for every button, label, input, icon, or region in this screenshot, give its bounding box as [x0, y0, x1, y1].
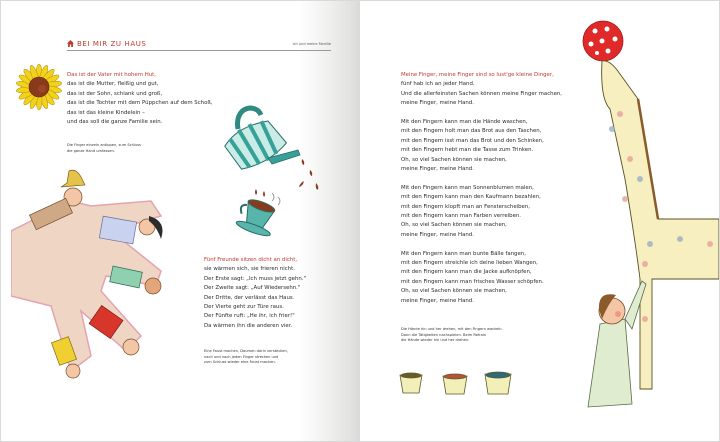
- caption-line: nach und nach jeden Finger strecken und: [204, 354, 279, 359]
- caption-line: zum Schluss wieder eine Faust machen.: [204, 360, 276, 365]
- poem-line: meine Finger, meine Hand.: [401, 166, 474, 173]
- section-subtitle: Ich und meine Familie: [292, 42, 331, 46]
- poem-line: mit den Fingern holt man das Brot aus den Taschen,: [401, 128, 542, 135]
- book-spread: [1, 1, 719, 441]
- poem-line: mit den Fingern kann man die Jacke aufknöpfen,: [401, 269, 532, 276]
- poem-line: mit den Fingern streichle ich deine lieben Wangen,: [401, 260, 538, 267]
- right-page: [360, 1, 719, 441]
- poem-five-friends: [204, 256, 306, 331]
- poem-line: mit den Fingern kann man den Kaufmann bezahlen,: [401, 194, 541, 201]
- caption-line: die Hände wieder hin und her drehen.: [401, 338, 470, 343]
- poem-line: fünf hab ich an jeder Hand.: [401, 81, 475, 88]
- poem-title: Das ist der Vater mit hohem Hut,: [67, 72, 156, 78]
- poem-line: Der Dritte, der verlässt das Haus.: [204, 294, 295, 301]
- poem-line: Der Fünfte ruft: „He ihr, ich frier!": [204, 313, 295, 320]
- poem-line: Oh, so viel Sachen können sie machen,: [401, 156, 507, 163]
- caption-line: die ganze Hand umfassen.: [67, 148, 115, 153]
- poem-line: mit den Fingern hebt man die Tasse zum Trinken.: [401, 147, 534, 154]
- instruction-caption: [204, 349, 288, 366]
- poem-line: mit den Fingern isst man das Brot und den Schinken,: [401, 137, 544, 144]
- giraffe-illustration: [580, 19, 719, 429]
- teapot-illustration: [216, 101, 326, 241]
- poem-family: [67, 71, 213, 127]
- caption-line: Dann die Tätigkeiten nachspielen. Beim Refrain: [401, 332, 487, 337]
- poem-line: das ist der Sohn, schlank und groß,: [67, 90, 163, 97]
- poem-stanza: [401, 118, 562, 174]
- page-header: [67, 39, 331, 51]
- caption-line: Eine Faust machen, Daumen darin verstecken,: [204, 349, 288, 353]
- poem-line: Da wärmen ihn die anderen vier.: [204, 322, 293, 329]
- poem-title: Meine Finger, meine Finger sind so lust'ge kleine Dinger,: [401, 72, 554, 78]
- poem-line: Oh, so viel Sachen können sie machen,: [401, 288, 507, 295]
- caption-line: Die Hände hin und her drehen, mit den Fingern wackeln.: [401, 327, 503, 331]
- poem-line: Mit den Fingern kann man bunte Bälle fangen,: [401, 250, 526, 257]
- instruction-caption: [67, 143, 141, 154]
- left-page: [1, 1, 360, 441]
- poem-line: das ist das kleine Kindelein –: [67, 109, 145, 116]
- poem-line: Der Zweite sagt: „Auf Wiedersehn.": [204, 285, 301, 292]
- poem-line: Der Vierte geht zur Türe raus.: [204, 304, 284, 311]
- poem-line: meine Finger, meine Hand.: [401, 297, 474, 304]
- poem-line: mit den Fingern klopft man an Fensterscheiben,: [401, 203, 531, 210]
- poem-line: meine Finger, meine Hand.: [401, 100, 474, 107]
- poem-line: Oh, so viel Sachen können sie machen,: [401, 222, 507, 229]
- poem-line: und das soll die ganze Familie sein.: [67, 119, 163, 126]
- poem-line: Und die allerfeinsten Sachen können meine Finger machen,: [401, 90, 563, 97]
- poem-stanza: [401, 184, 562, 240]
- poem-fingers: [401, 71, 562, 316]
- caption-line: Die Finger einzeln antippen, zum Schluss: [67, 143, 141, 147]
- paint-buckets-illustration: [396, 371, 516, 401]
- poem-line: mit den Fingern kann man Farben verreiben.: [401, 213, 522, 220]
- section-title: BEI MIR ZU HAUS: [77, 40, 147, 48]
- poem-line: mit den Fingern kann man frisches Wasser schöpfen.: [401, 278, 544, 285]
- poem-line: Mit den Fingern kann man Sonnenblumen malen,: [401, 184, 534, 191]
- sunflower-illustration: [15, 63, 63, 111]
- poem-stanza: [401, 80, 562, 108]
- house-icon: [67, 40, 74, 47]
- poem-line: meine Finger, meine Hand.: [401, 231, 474, 238]
- hand-family-illustration: [11, 161, 191, 411]
- poem-line: Der Erste sagt: „Ich muss jetzt gehn.": [204, 275, 306, 282]
- poem-line: sie wärmen sich, sie frieren nicht.: [204, 266, 295, 273]
- poem-title: Fünf Freunde sitzen dicht an dicht,: [204, 257, 298, 263]
- poem-line: das ist die Tochter mit dem Püppchen auf dem Schoß,: [67, 100, 213, 107]
- poem-line: das ist die Mutter, fleißig und gut,: [67, 81, 159, 88]
- poem-line: Mit den Fingern kann man die Hände waschen,: [401, 119, 528, 126]
- instruction-caption: [401, 327, 503, 344]
- poem-stanza: [401, 250, 562, 306]
